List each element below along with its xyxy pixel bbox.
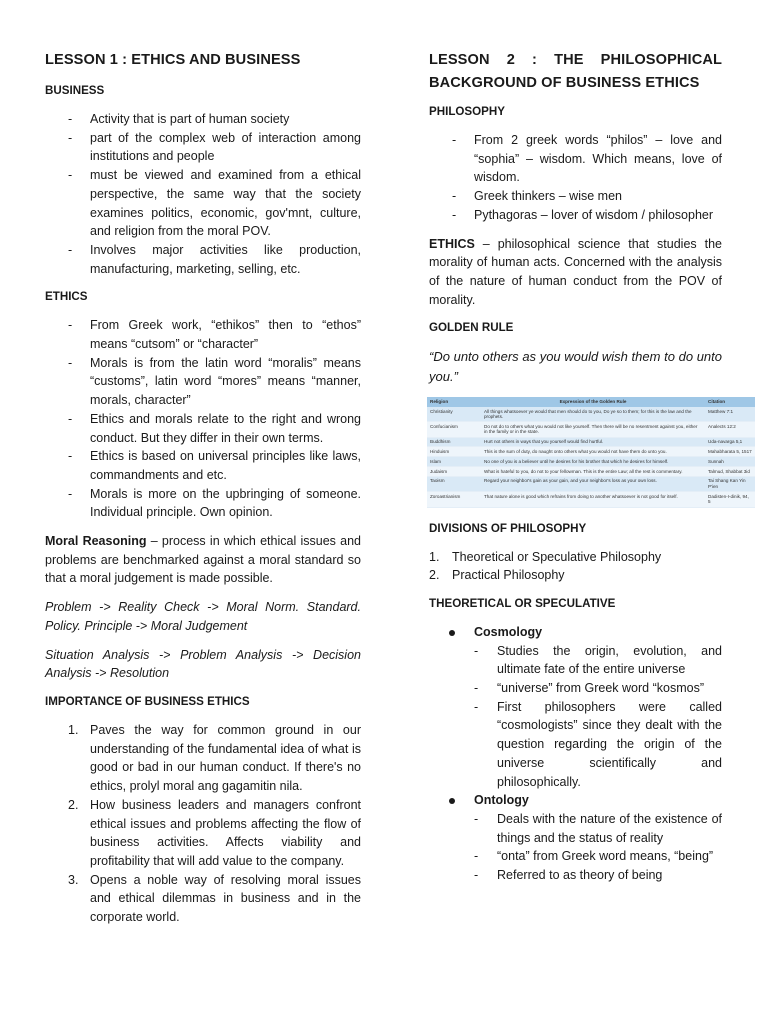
ontology-item	[429, 791, 722, 885]
column-header: Expression of the Golden Rule	[481, 397, 705, 407]
table-row	[427, 457, 755, 467]
list-item: 1. Paves the way for common ground in our understanding of the fundamental idea of what is good or bad in our human conduct. If there's no ethics, prolyl moral ang gagamitin nila.	[68, 722, 361, 794]
table-row	[427, 467, 755, 477]
importance-list	[45, 721, 361, 927]
cosmology-item	[429, 623, 722, 791]
table-cell: No one of you is a believer until he desires for his brother that which he desires for himself.	[481, 457, 705, 467]
list-item: - part of the complex web of interaction among institutions and people	[68, 130, 361, 164]
ontology-title: Ontology	[474, 793, 529, 808]
ethics-heading: ETHICS	[45, 290, 88, 304]
list-item: - Studies the origin, evolution, and ultimate fate of the entire universe	[474, 643, 722, 677]
table-cell: Hinduism	[427, 447, 481, 457]
column-header: Religion	[427, 397, 481, 407]
lesson1-column	[45, 49, 361, 937]
ontology-list	[474, 810, 722, 885]
table-cell: Uda-navarga 5,1	[705, 437, 755, 447]
cosmology-list	[474, 642, 722, 792]
resolution-flow: Situation Analysis -> Problem Analysis -> Decision Analysis -> Resolution	[45, 647, 361, 681]
list-item: - must be viewed and examined from a ethical perspective, the same way that the society examines politics, economic, gov'mnt, culture, and religion from the moral POV.	[68, 168, 361, 239]
business-list	[45, 110, 361, 278]
divisions-heading: DIVISIONS OF PHILOSOPHY	[429, 521, 587, 535]
moral-judgement-flow: Problem -> Reality Check -> Moral Norm. Standard. Policy. Principle -> Moral Judgement	[45, 600, 361, 633]
ethics-list	[45, 316, 361, 522]
table-cell: Taoism	[427, 476, 481, 491]
moral-reasoning-text: – process in which ethical issues and problems are benchmarked against a moral standard so that a moral judgement is made possible.	[45, 534, 361, 586]
table-cell: What is hateful to you, do not to your fellowman. This is the entire Law; all the rest is commentary.	[481, 467, 705, 477]
table-cell: Islam	[427, 457, 481, 467]
table-cell: Hurt not others in ways that you yourself would find hurtful.	[481, 437, 705, 447]
list-item: 1. Theoretical or Speculative Philosophy	[429, 549, 662, 564]
table-cell: Regard your neighbor's gain as your gain, and your neighbor's loss as your own loss.	[481, 476, 705, 491]
table-cell: That nature alone is good which refrains from doing to another whatsoever is not good for itself.	[481, 492, 705, 507]
table-cell: Do not do to others what you would not like yourself. Then there will be no resentment against you, either in the family or in the state.	[481, 422, 705, 437]
philosophy-list	[429, 131, 722, 225]
list-item: 2. How business leaders and managers confront ethical issues and problems affecting the flow of business activities. Affects viability and profitability that will add value to the company.	[68, 797, 361, 868]
list-item: - Ethics is based on universal principles like laws, commandments and etc.	[68, 449, 361, 482]
golden-rule-quote: “Do unto others as you would wish them to do unto you.”	[429, 349, 722, 385]
moral-reasoning-term: Moral Reasoning	[45, 534, 147, 549]
importance-heading: IMPORTANCE OF BUSINESS ETHICS	[45, 694, 250, 708]
lesson2-title-line1: LESSON 2 : THE PHILOSOPHICAL	[429, 52, 722, 68]
table-cell: Analects 12:2	[705, 422, 755, 437]
list-item: - First philosophers were called “cosmologists” since they dealt with the question regarding the origin of the universe scientifically and philosophically.	[474, 699, 722, 789]
list-item: - From Greek work, “ethikos” then to “ethos” means “cutsom” or “character”	[68, 318, 361, 352]
list-item: - Activity that is part of human society	[68, 112, 290, 126]
table-cell: Confucianism	[427, 422, 481, 437]
table-cell: Matthew 7:1	[705, 407, 755, 422]
theoretical-heading: THEORETICAL OR SPECULATIVE	[429, 596, 616, 610]
list-item: - From 2 greek words “philos” – love and “sophia” – wisdom. Which means, love of wisdom.	[452, 133, 722, 185]
table-row	[427, 437, 755, 447]
list-item: 2. Practical Philosophy	[429, 568, 565, 583]
list-item: - Involves major activities like production, manufacturing, marketing, selling, etc.	[68, 242, 361, 276]
table-row	[427, 407, 755, 422]
list-item: - Morals is more on the upbringing of someone. Individual principle. Own opinion.	[68, 486, 361, 520]
lesson2-column	[429, 49, 752, 895]
table-cell: Mahabharata 5, 1517	[705, 447, 755, 457]
table-row	[427, 476, 755, 491]
table-cell: Talmud, Shabbat 3id	[705, 467, 755, 477]
table-cell: Judaism	[427, 467, 481, 477]
ethics-definition	[429, 235, 722, 310]
list-item: - Deals with the nature of the existence of things and the status of reality	[474, 811, 722, 845]
lesson2-title-line2: BACKGROUND OF BUSINESS ETHICS	[429, 75, 700, 91]
table-header-row	[427, 397, 755, 407]
list-item: - Morals is from the latin word “moralis” means “customs”, latin word “mores” means “manner, morals, character”	[68, 355, 361, 408]
table-cell: Tai Shang Kan Yin P'ien	[705, 476, 755, 491]
table-cell: This is the sum of duty, do naught onto others what you would not have them do unto you.	[481, 447, 705, 457]
table-row	[427, 492, 755, 507]
theoretical-list	[429, 623, 722, 885]
table-cell: Christianity	[427, 407, 481, 422]
table-cell: Buddhism	[427, 437, 481, 447]
divisions-list	[429, 548, 722, 585]
list-item: - Referred to as theory of being	[474, 868, 663, 883]
table-cell: Dadisten-I-dinik, 94, 5	[705, 492, 755, 507]
table-cell: Zoroastrianism	[427, 492, 481, 507]
table-row	[427, 422, 755, 437]
table-cell: All things whatsoever ye would that men should do to you, Do ye so to them; for this is the law and the prophets.	[481, 407, 705, 422]
table-cell: Sunnah	[705, 457, 755, 467]
ethics-term: ETHICS	[429, 236, 475, 251]
list-item: - Greek thinkers – wise men	[452, 189, 622, 204]
moral-reasoning-paragraph	[45, 532, 361, 588]
table-row	[427, 447, 755, 457]
list-item: - Pythagoras – lover of wisdom / philosopher	[452, 207, 714, 222]
philosophy-heading: PHILOSOPHY	[429, 105, 506, 118]
cosmology-title: Cosmology	[474, 624, 543, 639]
golden-rule-table	[427, 397, 755, 507]
bullet-icon	[449, 630, 455, 636]
list-item: - “universe” from Greek word “kosmos”	[474, 681, 704, 696]
column-header: Citation	[705, 397, 755, 407]
business-heading: BUSINESS	[45, 84, 105, 97]
golden-rule-heading: GOLDEN RULE	[429, 321, 514, 335]
lesson1-title: LESSON 1 : ETHICS AND BUSINESS	[45, 52, 301, 68]
bullet-icon	[449, 798, 455, 804]
list-item: - “onta” from Greek word means, “being”	[474, 849, 714, 864]
list-item: - Ethics and morals relate to the right and wrong conduct. But they differ in their own terms.	[68, 411, 361, 445]
ethics-definition-text: – philosophical science that studies the morality of human acts. Concerned with the analysis of the nature of human conduct from the POV of morality.	[429, 236, 722, 307]
list-item: 3. Opens a noble way of resolving moral issues and ethical dilemmas in business and in the corporate world.	[68, 872, 361, 925]
